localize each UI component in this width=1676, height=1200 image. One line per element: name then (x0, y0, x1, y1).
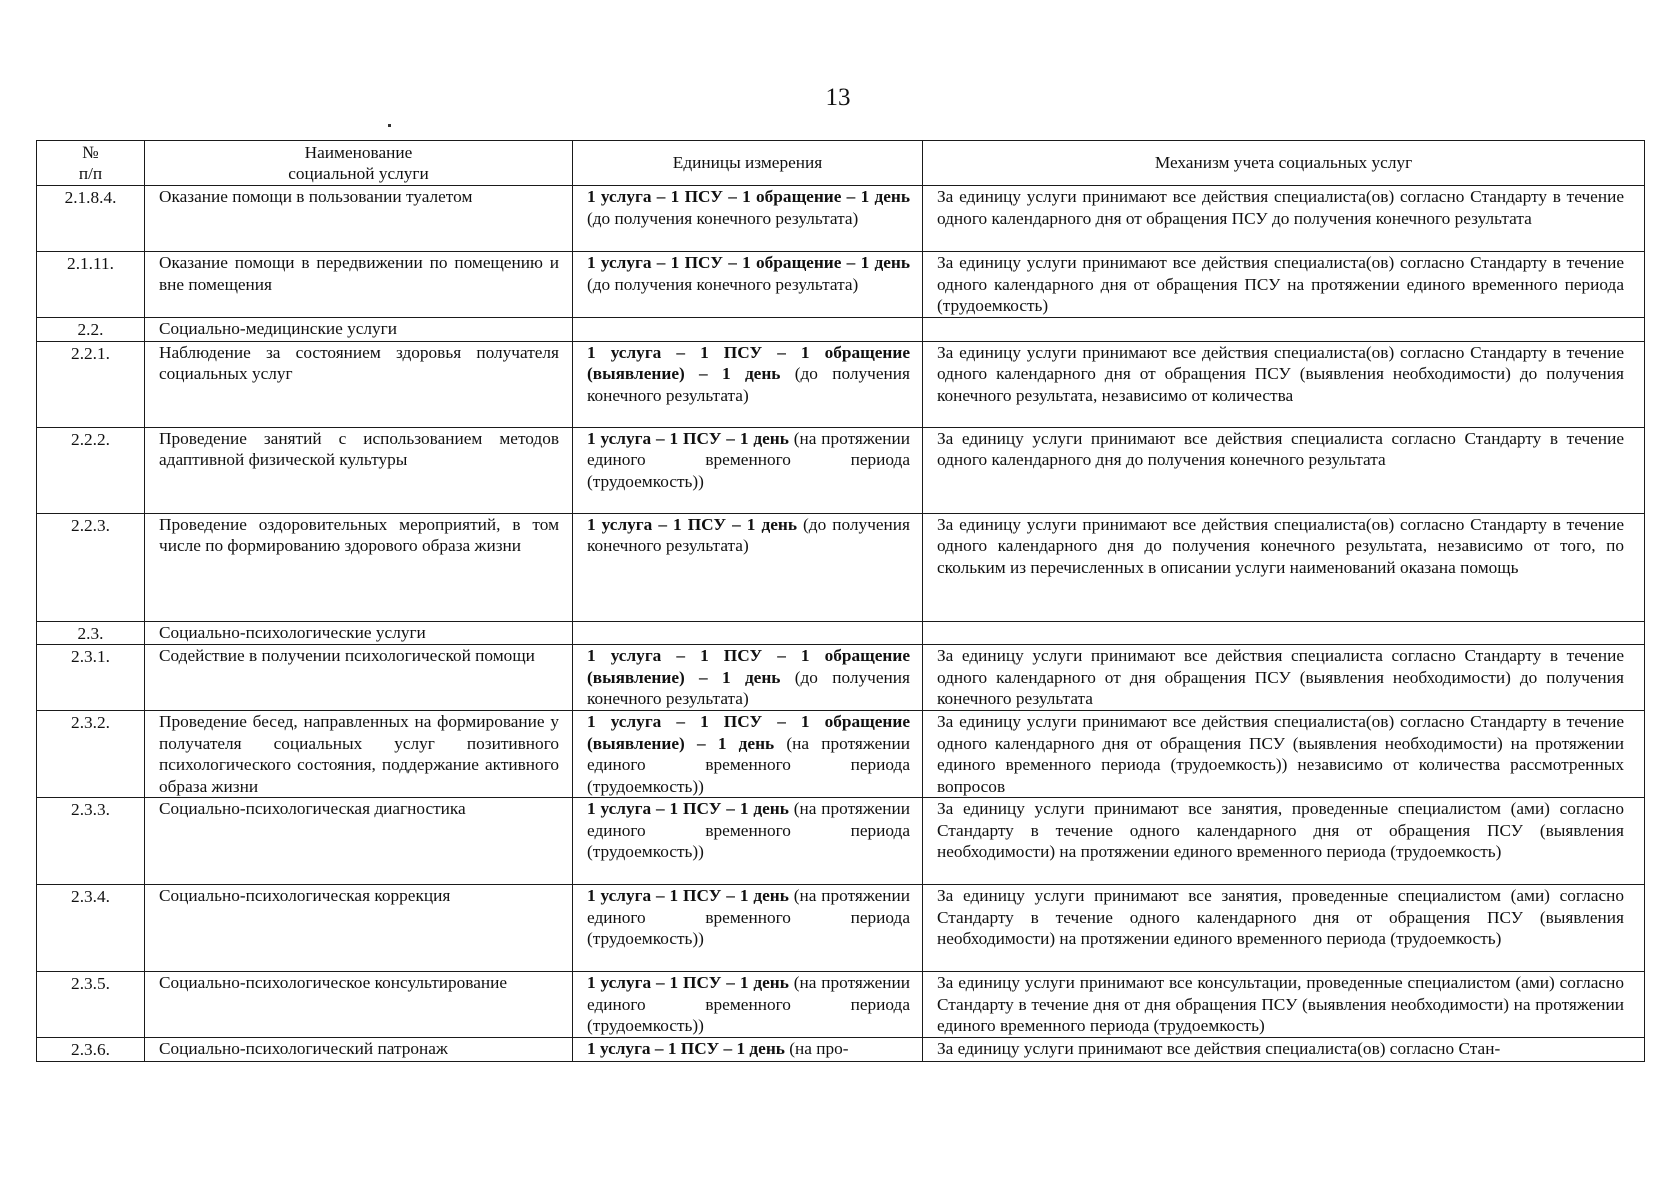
accounting-mechanism (923, 318, 1645, 342)
measurement-unit (573, 341, 923, 427)
unit-condition: (до получения конечного результата) (587, 274, 859, 294)
table-row (37, 252, 1645, 318)
measurement-unit (573, 645, 923, 711)
accounting-mechanism: За единицу услуги принимают все действия специалиста(ов) согласно Стан- (923, 1038, 1645, 1062)
service-name: Оказание помощи в пользовании туалетом (145, 186, 573, 252)
table-row (37, 186, 1645, 252)
row-number: 2.1.11. (37, 252, 145, 318)
unit-condition: (на протяжении единого временного периода (трудоемкость)) (587, 733, 910, 796)
unit-condition: (до получения конечного результата) (587, 208, 859, 228)
service-name: Социально-психологический патронаж (145, 1038, 573, 1062)
scan-speck (388, 124, 391, 127)
accounting-mechanism: За единицу услуги принимают все действия специалиста согласно Стандарту в течение одного календарного от дня обращения ПСУ (выявления необходимости) до получения конечного результата (923, 645, 1645, 711)
row-number: 2.2.2. (37, 427, 145, 513)
accounting-mechanism: За единицу услуги принимают все действия специалиста(ов) согласно Стандарту в течение одного календарного дня до получения конечного результата, независимо от того, по скольким из перечисленных в описании услуги наименований оказана помощь (923, 513, 1645, 621)
unit-formula: 1 услуга – 1 ПСУ – 1 день (587, 973, 789, 992)
accounting-mechanism: За единицу услуги принимают все действия специалиста(ов) согласно Стандарту в течение одного календарного дня от обращения ПСУ (выявления необходимости) до получения конечного результата, независимо от количества (923, 341, 1645, 427)
unit-formula: 1 услуга – 1 ПСУ – 1 день (587, 1039, 785, 1058)
unit-condition: (на протяжении единого временного периода (трудоемкость)) (587, 799, 910, 861)
service-name: Проведение оздоровительных мероприятий, в том числе по формированию здорового образа жизни (145, 513, 573, 621)
measurement-unit (573, 972, 923, 1038)
accounting-mechanism: За единицу услуги принимают все действия специалиста(ов) согласно Стандарту в течение одного календарного дня от обращения ПСУ (выявления необходимости) на протяжении единого временного периода (трудоемкость)) независимо от количества рассмотренных вопросов (923, 711, 1645, 798)
row-number: 2.2.3. (37, 513, 145, 621)
table-row (37, 318, 1645, 342)
table-row (37, 621, 1645, 645)
service-name: Оказание помощи в передвижении по помещению и вне помещения (145, 252, 573, 318)
accounting-mechanism: За единицу услуги принимают все занятия, проведенные специалистом (ами) согласно Стандарту в течение одного календарного дня от обращения ПСУ (выявления необходимости) на протяжении единого временного периода (трудоемкость) (923, 798, 1645, 885)
header-name: Наименование социальной услуги (145, 141, 573, 186)
row-number: 2.3.4. (37, 885, 145, 972)
service-name: Социально-психологические услуги (145, 621, 573, 645)
unit-formula: 1 услуга – 1 ПСУ – 1 обращение – 1 день (587, 253, 910, 272)
service-name: Проведение бесед, направленных на формирование у получателя социальных услуг позитивного психологического состояния, поддержание активного образа жизни (145, 711, 573, 798)
service-name: Социально-психологическая диагностика (145, 798, 573, 885)
table-row (37, 885, 1645, 972)
measurement-unit (573, 621, 923, 645)
row-number: 2.2. (37, 318, 145, 342)
unit-formula: 1 услуга – 1 ПСУ – 1 обращение (выявление) – 1 день (587, 342, 910, 383)
row-number: 2.2.1. (37, 341, 145, 427)
measurement-unit (573, 885, 923, 972)
row-number: 2.3.6. (37, 1038, 145, 1062)
unit-condition: (до получения конечного результата) (587, 364, 910, 405)
service-name: Социально-медицинские услуги (145, 318, 573, 342)
unit-condition: (на протяжении единого временного периода (трудоемкость)) (587, 428, 910, 491)
measurement-unit (573, 711, 923, 798)
table-row (37, 427, 1645, 513)
measurement-unit (573, 1038, 923, 1062)
accounting-mechanism: За единицу услуги принимают все действия специалиста(ов) согласно Стандарту в течение одного календарного дня от обращения ПСУ до получения конечного результата (923, 186, 1645, 252)
service-name: Наблюдение за состоянием здоровья получателя социальных услуг (145, 341, 573, 427)
table-row (37, 798, 1645, 885)
service-name: Содействие в получении психологической помощи (145, 645, 573, 711)
unit-condition: (на про- (784, 1039, 849, 1058)
unit-formula: 1 услуга – 1 ПСУ – 1 обращение – 1 день (587, 187, 910, 206)
measurement-unit (573, 513, 923, 621)
header-unit: Единицы измерения (573, 141, 923, 186)
table-row (37, 1038, 1645, 1062)
row-number: 2.3.1. (37, 645, 145, 711)
row-number: 2.3.2. (37, 711, 145, 798)
accounting-mechanism: За единицу услуги принимают все действия специалиста согласно Стандарту в течение одного календарного дня до получения конечного результата (923, 427, 1645, 513)
unit-formula: 1 услуга – 1 ПСУ – 1 день (587, 514, 797, 534)
table-row (37, 513, 1645, 621)
service-name: Проведение занятий с использованием методов адаптивной физической культуры (145, 427, 573, 513)
table-row (37, 711, 1645, 798)
accounting-mechanism (923, 621, 1645, 645)
table-row (37, 972, 1645, 1038)
row-number: 2.3.3. (37, 798, 145, 885)
unit-formula: 1 услуга – 1 ПСУ – 1 день (587, 886, 789, 905)
unit-formula: 1 услуга – 1 ПСУ – 1 обращение (выявление) – 1 день (587, 712, 910, 753)
unit-formula: 1 услуга – 1 ПСУ – 1 день (587, 799, 789, 818)
service-name: Социально-психологическая коррекция (145, 885, 573, 972)
measurement-unit (573, 318, 923, 342)
header-num: № п/п (37, 141, 145, 186)
unit-condition: (до получения конечного результата) (587, 667, 910, 708)
accounting-mechanism: За единицу услуги принимают все действия специалиста(ов) согласно Стандарту в течение одного календарного дня от обращения ПСУ на протяжении единого временного периода (трудоемкость) (923, 252, 1645, 318)
measurement-unit (573, 798, 923, 885)
unit-condition: (до получения конечного результата) (587, 514, 911, 555)
page-number: 13 (825, 84, 851, 111)
measurement-unit (573, 427, 923, 513)
unit-condition: (на протяжении единого временного периода (трудоемкость)) (587, 973, 910, 1035)
unit-condition: (на протяжении единого временного периода (трудоемкость)) (587, 886, 910, 948)
accounting-mechanism: За единицу услуги принимают все консультации, проведенные специалистом (ами) согласно Стандарту в течение дня от дня обращения ПСУ (выявления необходимости) на протяжении единого временного периода (трудоемкость) (923, 972, 1645, 1038)
row-number: 2.3. (37, 621, 145, 645)
table-header-row (37, 141, 1645, 186)
table-row (37, 341, 1645, 427)
unit-formula: 1 услуга – 1 ПСУ – 1 обращение (выявление) – 1 день (587, 646, 910, 687)
row-number: 2.3.5. (37, 972, 145, 1038)
table-row (37, 645, 1645, 711)
unit-formula: 1 услуга – 1 ПСУ – 1 день (587, 428, 789, 448)
services-table (36, 140, 1645, 1062)
measurement-unit (573, 252, 923, 318)
service-name: Социально-психологическое консультирование (145, 972, 573, 1038)
header-mechanism: Механизм учета социальных услуг (923, 141, 1645, 186)
measurement-unit (573, 186, 923, 252)
row-number: 2.1.8.4. (37, 186, 145, 252)
accounting-mechanism: За единицу услуги принимают все занятия, проведенные специалистом (ами) согласно Стандарту в течение одного календарного дня от обращения ПСУ (выявления необходимости) на протяжении единого временного периода (трудоемкость) (923, 885, 1645, 972)
